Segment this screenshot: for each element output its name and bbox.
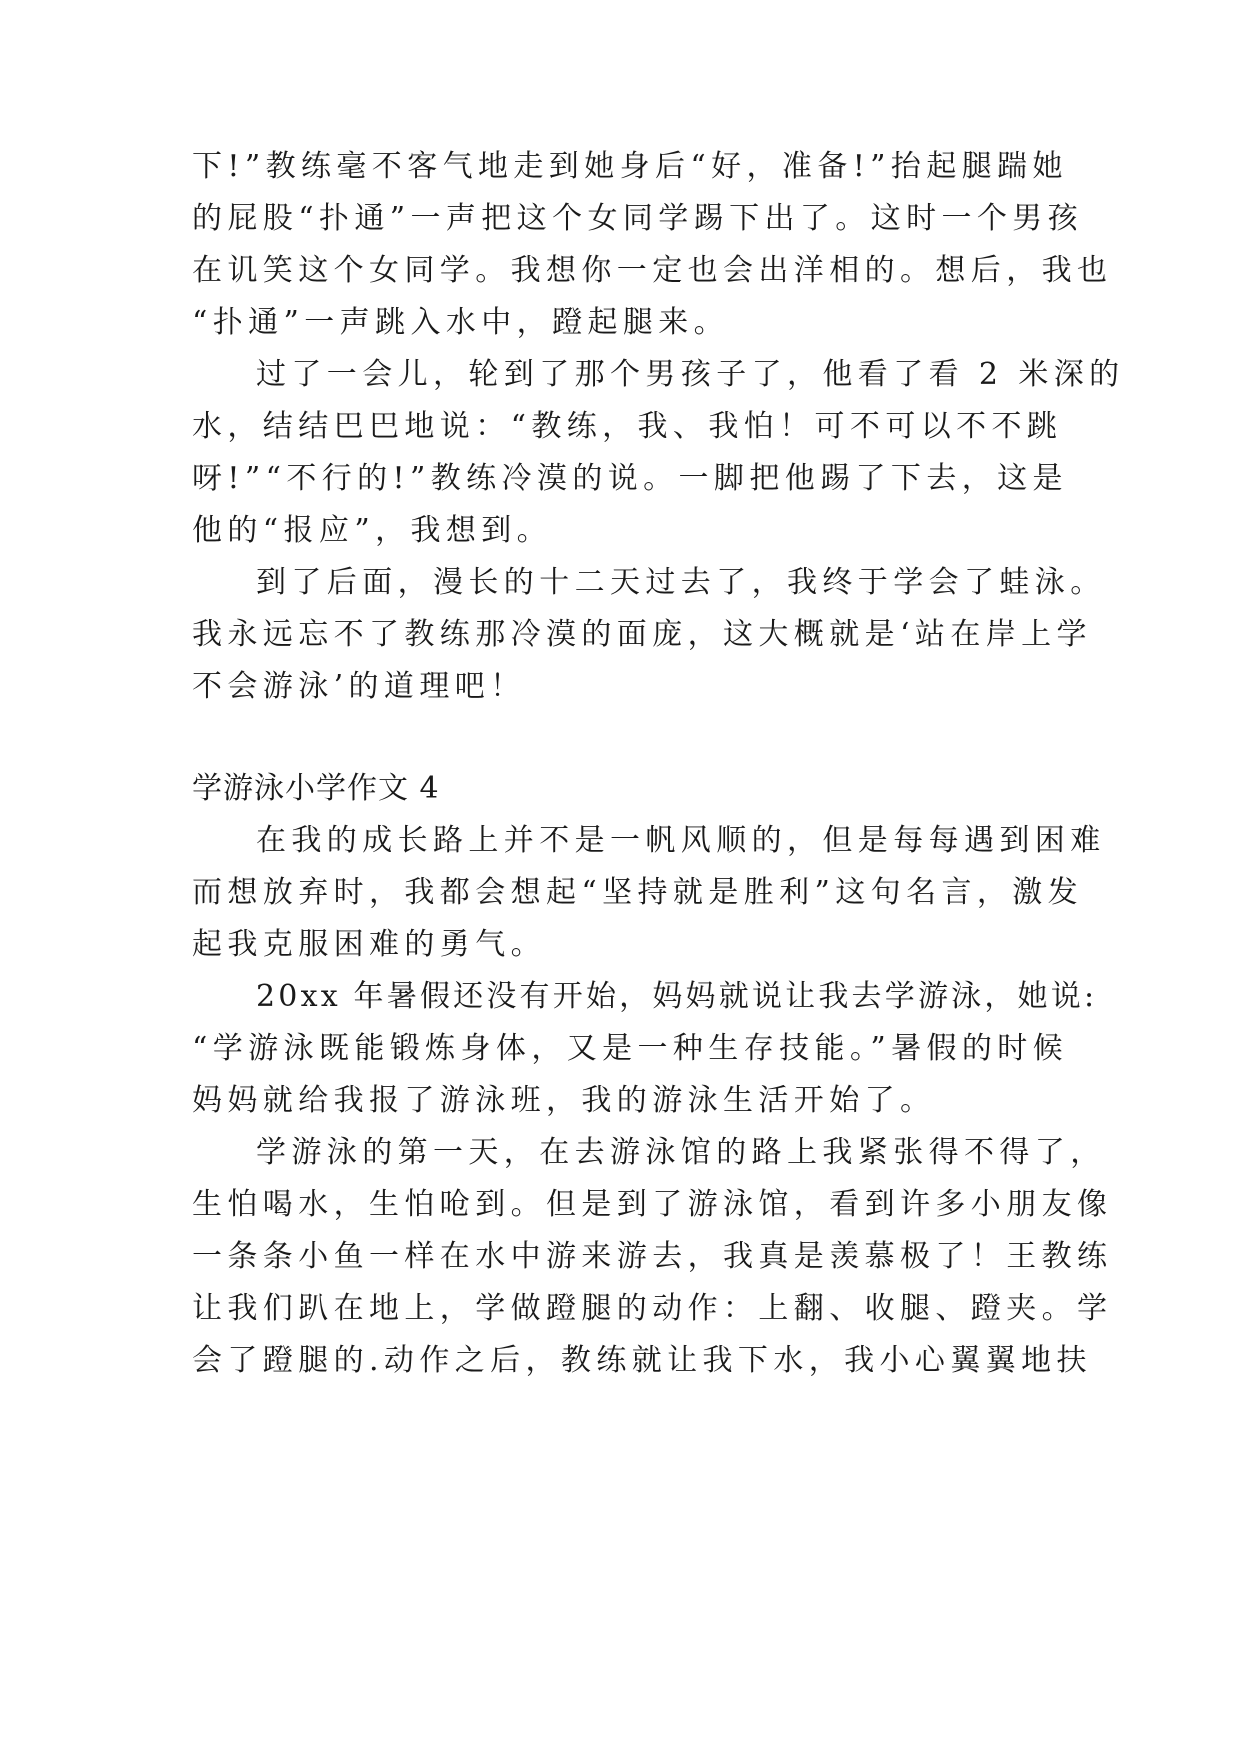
text-line: “学游泳既能锻炼身体，又是一种生存技能。”暑假的时候 [192,1031,1069,1066]
text-line: 妈妈就给我报了游泳班，我的游泳生活开始了。 [192,1083,936,1118]
text-line: 生怕喝水，生怕呛到。但是到了游泳馆，看到许多小朋友像 [192,1187,1113,1222]
text-line: 让我们趴在地上，学做蹬腿的动作：上翻、收腿、蹬夹。学 [192,1291,1113,1326]
text-line: 会了蹬腿的.动作之后，教练就让我下水，我小心翼翼地扶 [192,1343,1092,1378]
text-line: 到了后面，漫长的十二天过去了，我终于学会了蛙泳。 [256,565,1106,600]
text-line: 不会游泳’的道理吧！ [192,669,526,704]
text-line: 学游泳的第一天，在去游泳馆的路上我紧张得不得了， [256,1135,1106,1170]
text-line: 过了一会儿，轮到了那个男孩子了，他看了看 2 米深的 [256,357,1125,392]
text-line: 在讥笑这个女同学。我想你一定也会出洋相的。想后，我也 [192,253,1113,288]
text-line: 起我克服困难的勇气。 [192,927,546,962]
text-line: “扑通”一声跳入水中，蹬起腿来。 [192,305,730,340]
section-heading: 学游泳小学作文 4 [192,771,440,806]
text-line: 而想放弃时，我都会想起“坚持就是胜利”这句名言，激发 [192,875,1084,910]
text-line: 水，结结巴巴地说：“教练，我、我怕！可不可以不不跳 [192,409,1063,444]
text-line: 20xx 年暑假还没有开始，妈妈就说让我去学游泳，她说: [256,979,1098,1014]
text-line: 下!”教练毫不客气地走到她身后“好，准备!”抬起腿踹她 [192,149,1068,184]
text-line: 他的“报应”，我想到。 [192,513,553,548]
text-line: 的屁股“扑通”一声把这个女同学踢下出了。这时一个男孩 [192,201,1084,236]
text-line: 呀!”“不行的!”教练冷漠的说。一脚把他踢了下去，这是 [192,461,1068,496]
text-line: 一条条小鱼一样在水中游来游去，我真是羡慕极了！王教练 [192,1239,1113,1274]
text-line: 我永远忘不了教练那冷漠的面庞，这大概就是‘站在岸上学 [192,617,1092,652]
text-line: 在我的成长路上并不是一帆风顺的，但是每每遇到困难 [256,823,1106,858]
